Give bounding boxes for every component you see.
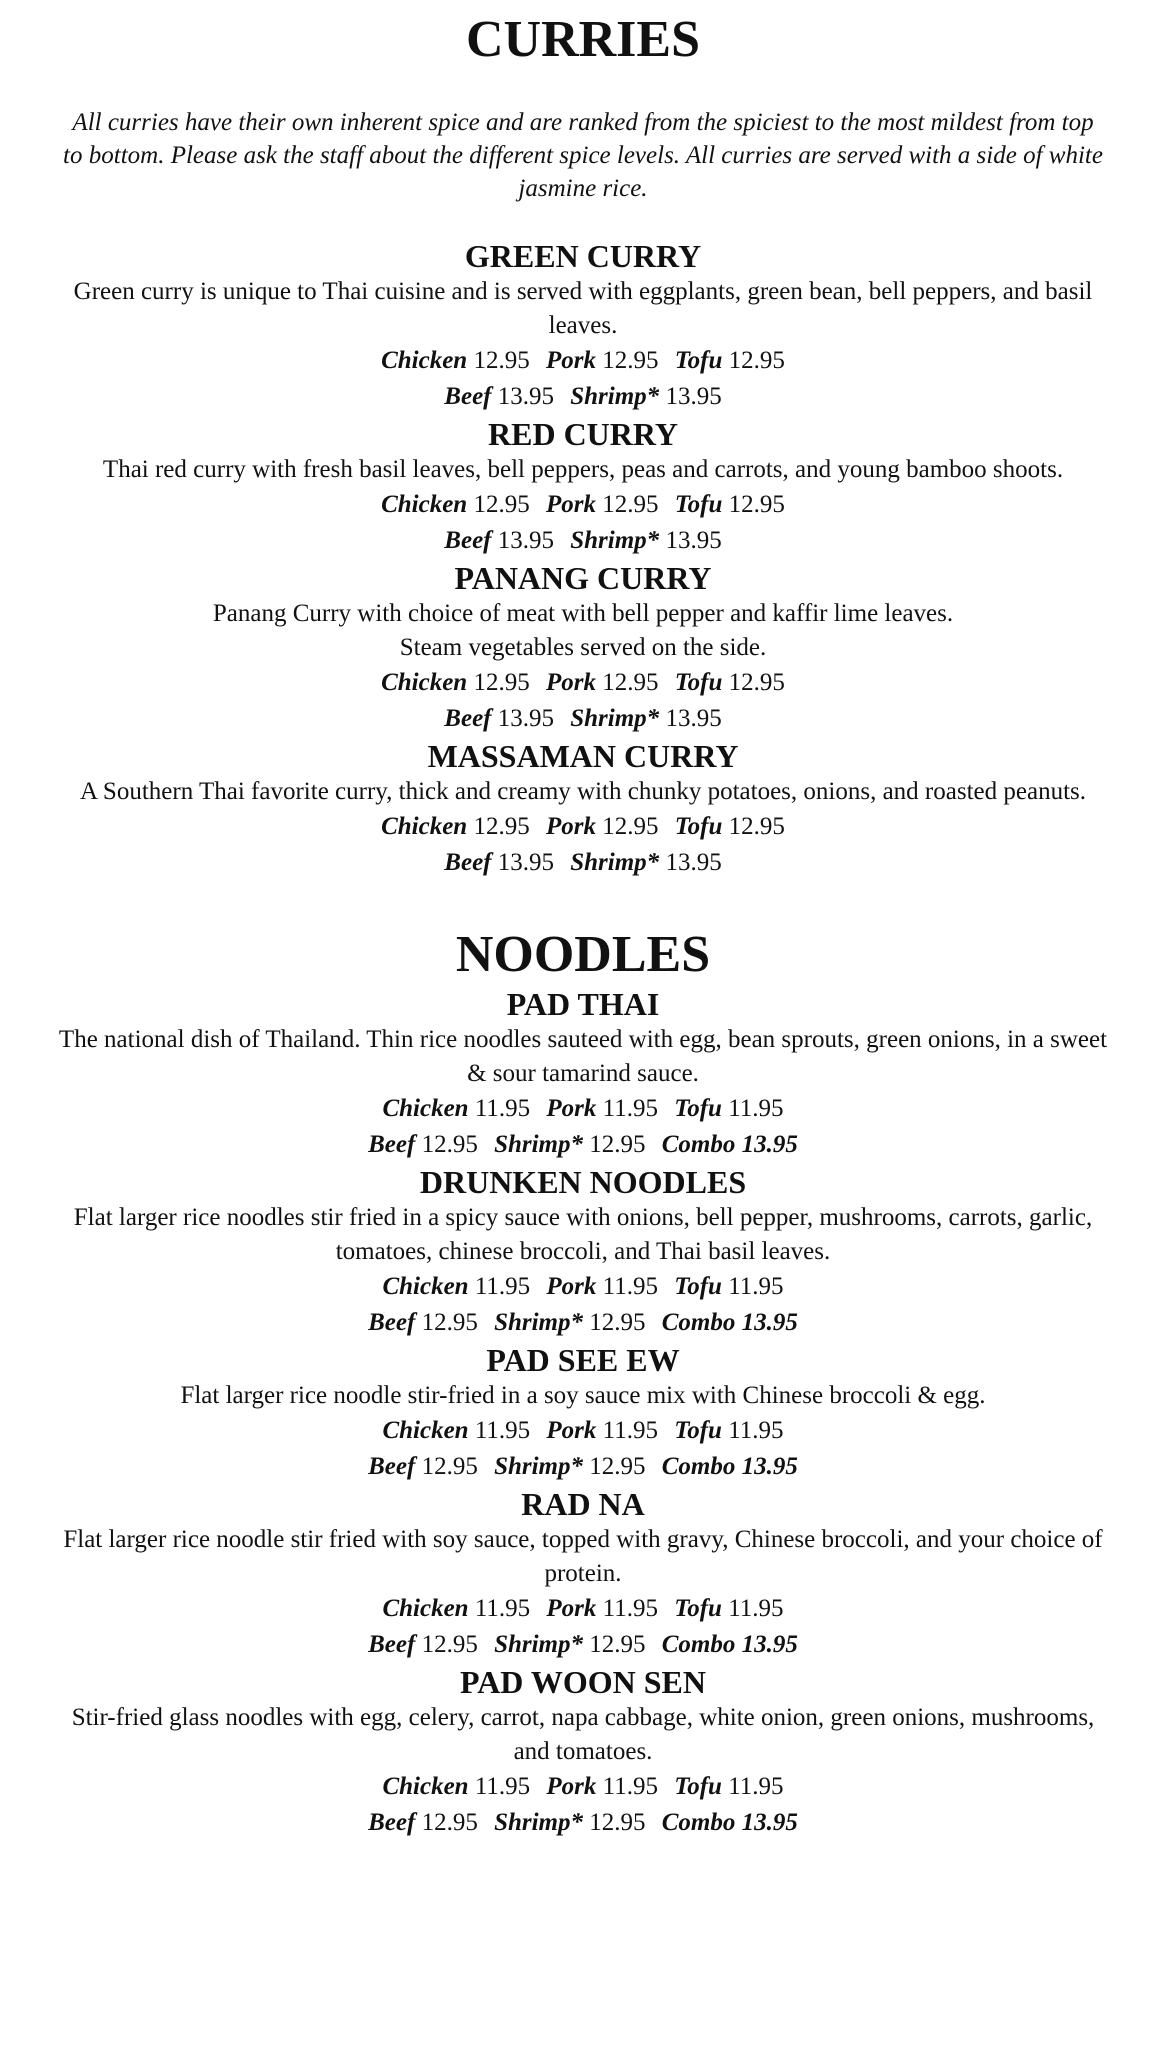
price-label: Chicken <box>382 1417 469 1444</box>
price-label: Beef <box>444 849 492 876</box>
dish-title: PAD THAI <box>506 986 660 1022</box>
price-row <box>0 1627 1166 1663</box>
price-value: 11.95 <box>728 1417 784 1444</box>
price-value: 13.95 <box>497 383 554 410</box>
price-row <box>0 665 1166 701</box>
price-value: 12.95 <box>728 491 785 518</box>
price-value: 13.95 <box>665 527 722 554</box>
price-label: Shrimp* <box>494 1809 583 1836</box>
price-value: 13.95 <box>665 849 722 876</box>
price-label: Pork <box>546 1773 597 1800</box>
dish-red-curry <box>0 415 1166 559</box>
price-value: 11.95 <box>474 1417 531 1444</box>
price-label: Shrimp* <box>570 527 660 554</box>
price-label: Pork <box>546 1273 597 1300</box>
price-value: 11.95 <box>728 1095 784 1122</box>
price-label: Chicken <box>381 669 468 696</box>
price-value: 12.95 <box>473 669 530 696</box>
price-row <box>0 1805 1166 1841</box>
price-label: Tofu <box>674 1595 722 1622</box>
price-label: Pork <box>545 347 596 374</box>
price-label: Shrimp* <box>570 705 660 732</box>
price-row <box>0 809 1166 845</box>
dish-pad-woon-sen <box>0 1663 1166 1841</box>
price-label: Beef <box>368 1309 416 1336</box>
dish-description: The national dish of Thailand. Thin rice noodles sauteed with egg, bean sprouts, green onions, in a sweet & sour tamarind sauce. <box>58 1026 1108 1087</box>
price-label: Pork <box>546 1095 597 1122</box>
dish-title: RED CURRY <box>488 416 678 452</box>
price-value: 12.95 <box>728 347 785 374</box>
dish-description: Stir-fried glass noodles with egg, celery, carrot, napa cabbage, white onion, green onions, mushrooms, and tomatoes. <box>71 1704 1095 1765</box>
dish-title: RAD NA <box>521 1486 645 1522</box>
dish-rad-na <box>0 1485 1166 1663</box>
dish-title: PANANG CURRY <box>454 560 712 596</box>
combo-price: Combo 13.95 <box>661 1809 798 1836</box>
price-value: 11.95 <box>474 1273 531 1300</box>
price-label: Pork <box>546 1595 597 1622</box>
price-label: Beef <box>368 1453 416 1480</box>
dish-title: MASSAMAN CURRY <box>427 738 739 774</box>
price-value: 12.95 <box>589 1131 646 1158</box>
price-value: 11.95 <box>474 1773 531 1800</box>
dish-pad-thai <box>0 985 1166 1163</box>
price-label: Shrimp* <box>494 1453 583 1480</box>
price-label: Beef <box>368 1631 416 1658</box>
price-label: Tofu <box>674 813 723 840</box>
price-value: 12.95 <box>421 1631 478 1658</box>
price-value: 13.95 <box>665 383 722 410</box>
combo-price: Combo 13.95 <box>661 1631 798 1658</box>
price-value: 11.95 <box>474 1095 531 1122</box>
price-label: Tofu <box>674 669 723 696</box>
price-label: Beef <box>368 1809 416 1836</box>
price-value: 12.95 <box>421 1131 478 1158</box>
price-row <box>0 1769 1166 1805</box>
dish-description: A Southern Thai favorite curry, thick and creamy with chunky potatoes, onions, and roasted peanuts. <box>80 778 1086 805</box>
price-value: 13.95 <box>497 705 554 732</box>
price-label: Chicken <box>381 491 468 518</box>
price-value: 13.95 <box>497 527 554 554</box>
price-value: 12.95 <box>589 1631 646 1658</box>
price-label: Tofu <box>674 1095 722 1122</box>
dish-massaman-curry <box>0 737 1166 881</box>
combo-price: Combo 13.95 <box>661 1309 798 1336</box>
price-value: 11.95 <box>602 1273 658 1300</box>
price-label: Pork <box>546 1417 597 1444</box>
price-value: 12.95 <box>421 1309 478 1336</box>
price-value: 12.95 <box>602 813 659 840</box>
price-value: 13.95 <box>497 849 554 876</box>
curries-intro: All curries have their own inherent spice and are ranked from the spiciest to the most mildest from top to bottom. Please ask the staff about the different spice levels. All curries are served with a side of white jasmine rice. <box>63 109 1103 202</box>
price-value: 12.95 <box>473 813 530 840</box>
price-value: 11.95 <box>728 1595 784 1622</box>
price-value: 12.95 <box>602 669 659 696</box>
price-row <box>0 343 1166 379</box>
price-label: Shrimp* <box>494 1309 583 1336</box>
price-row <box>0 845 1166 881</box>
price-row <box>0 1413 1166 1449</box>
price-value: 12.95 <box>728 669 785 696</box>
price-value: 12.95 <box>421 1809 478 1836</box>
price-label: Tofu <box>674 1417 722 1444</box>
price-label: Pork <box>545 491 596 518</box>
price-label: Chicken <box>382 1773 469 1800</box>
price-label: Chicken <box>381 347 468 374</box>
price-value: 11.95 <box>602 1095 658 1122</box>
dish-description: Thai red curry with fresh basil leaves, bell peppers, peas and carrots, and young bamboo shoots. <box>102 456 1064 483</box>
price-label: Beef <box>444 705 492 732</box>
price-label: Chicken <box>381 813 468 840</box>
combo-price: Combo 13.95 <box>661 1453 798 1480</box>
price-value: 12.95 <box>473 347 530 374</box>
price-value: 11.95 <box>602 1773 658 1800</box>
price-row <box>0 487 1166 523</box>
curries-title: CURRIES <box>465 11 701 68</box>
combo-price: Combo 13.95 <box>661 1131 798 1158</box>
price-label: Chicken <box>382 1095 469 1122</box>
dish-green-curry <box>0 237 1166 415</box>
price-label: Pork <box>545 669 596 696</box>
price-row <box>0 1127 1166 1163</box>
dish-panang-curry <box>0 559 1166 737</box>
price-row <box>0 523 1166 559</box>
price-value: 12.95 <box>728 813 785 840</box>
price-label: Shrimp* <box>494 1131 583 1158</box>
price-label: Tofu <box>674 1773 722 1800</box>
price-label: Tofu <box>674 491 723 518</box>
price-row <box>0 1305 1166 1341</box>
dish-title: DRUNKEN NOODLES <box>419 1164 747 1200</box>
price-label: Tofu <box>674 347 723 374</box>
price-value: 12.95 <box>602 491 659 518</box>
price-label: Pork <box>545 813 596 840</box>
dish-description: Flat larger rice noodle stir-fried in a soy sauce mix with Chinese broccoli & egg. <box>180 1382 986 1409</box>
dish-description-note: Steam vegetables served on the side. <box>399 634 767 661</box>
dish-pad-see-ew <box>0 1341 1166 1485</box>
price-value: 12.95 <box>589 1453 646 1480</box>
dish-description: Panang Curry with choice of meat with bell pepper and kaffir lime leaves. <box>212 600 954 627</box>
price-label: Beef <box>444 527 492 554</box>
price-value: 11.95 <box>602 1595 658 1622</box>
price-value: 11.95 <box>728 1773 784 1800</box>
price-value: 13.95 <box>665 705 722 732</box>
dish-drunken-noodles <box>0 1163 1166 1341</box>
price-label: Beef <box>444 383 492 410</box>
dish-description: Flat larger rice noodles stir fried in a spicy sauce with onions, bell pepper, mushrooms, carrots, garlic, tomatoes, chinese broccoli, and Thai basil leaves. <box>73 1204 1093 1265</box>
price-value: 12.95 <box>421 1453 478 1480</box>
noodles-title: NOODLES <box>455 926 711 983</box>
price-label: Chicken <box>382 1595 469 1622</box>
dish-description: Green curry is unique to Thai cuisine and is served with eggplants, green bean, bell peppers, and basil leaves. <box>73 278 1093 339</box>
price-value: 11.95 <box>474 1595 531 1622</box>
price-label: Shrimp* <box>570 849 660 876</box>
price-row <box>0 701 1166 737</box>
price-value: 11.95 <box>602 1417 658 1444</box>
price-value: 12.95 <box>589 1809 646 1836</box>
dish-title: PAD SEE EW <box>486 1342 680 1378</box>
price-value: 11.95 <box>728 1273 784 1300</box>
dish-title: GREEN CURRY <box>464 238 702 274</box>
price-label: Chicken <box>382 1273 469 1300</box>
price-row <box>0 1591 1166 1627</box>
price-label: Shrimp* <box>494 1631 583 1658</box>
price-label: Shrimp* <box>570 383 660 410</box>
price-value: 12.95 <box>589 1309 646 1336</box>
price-row <box>0 379 1166 415</box>
price-value: 12.95 <box>473 491 530 518</box>
price-label: Tofu <box>674 1273 722 1300</box>
price-value: 12.95 <box>602 347 659 374</box>
dish-description: Flat larger rice noodle stir fried with soy sauce, topped with gravy, Chinese broccoli, and your choice of protein. <box>63 1526 1103 1587</box>
price-row <box>0 1269 1166 1305</box>
price-row <box>0 1449 1166 1485</box>
dish-title: PAD WOON SEN <box>460 1664 706 1700</box>
price-row <box>0 1091 1166 1127</box>
price-label: Beef <box>368 1131 416 1158</box>
